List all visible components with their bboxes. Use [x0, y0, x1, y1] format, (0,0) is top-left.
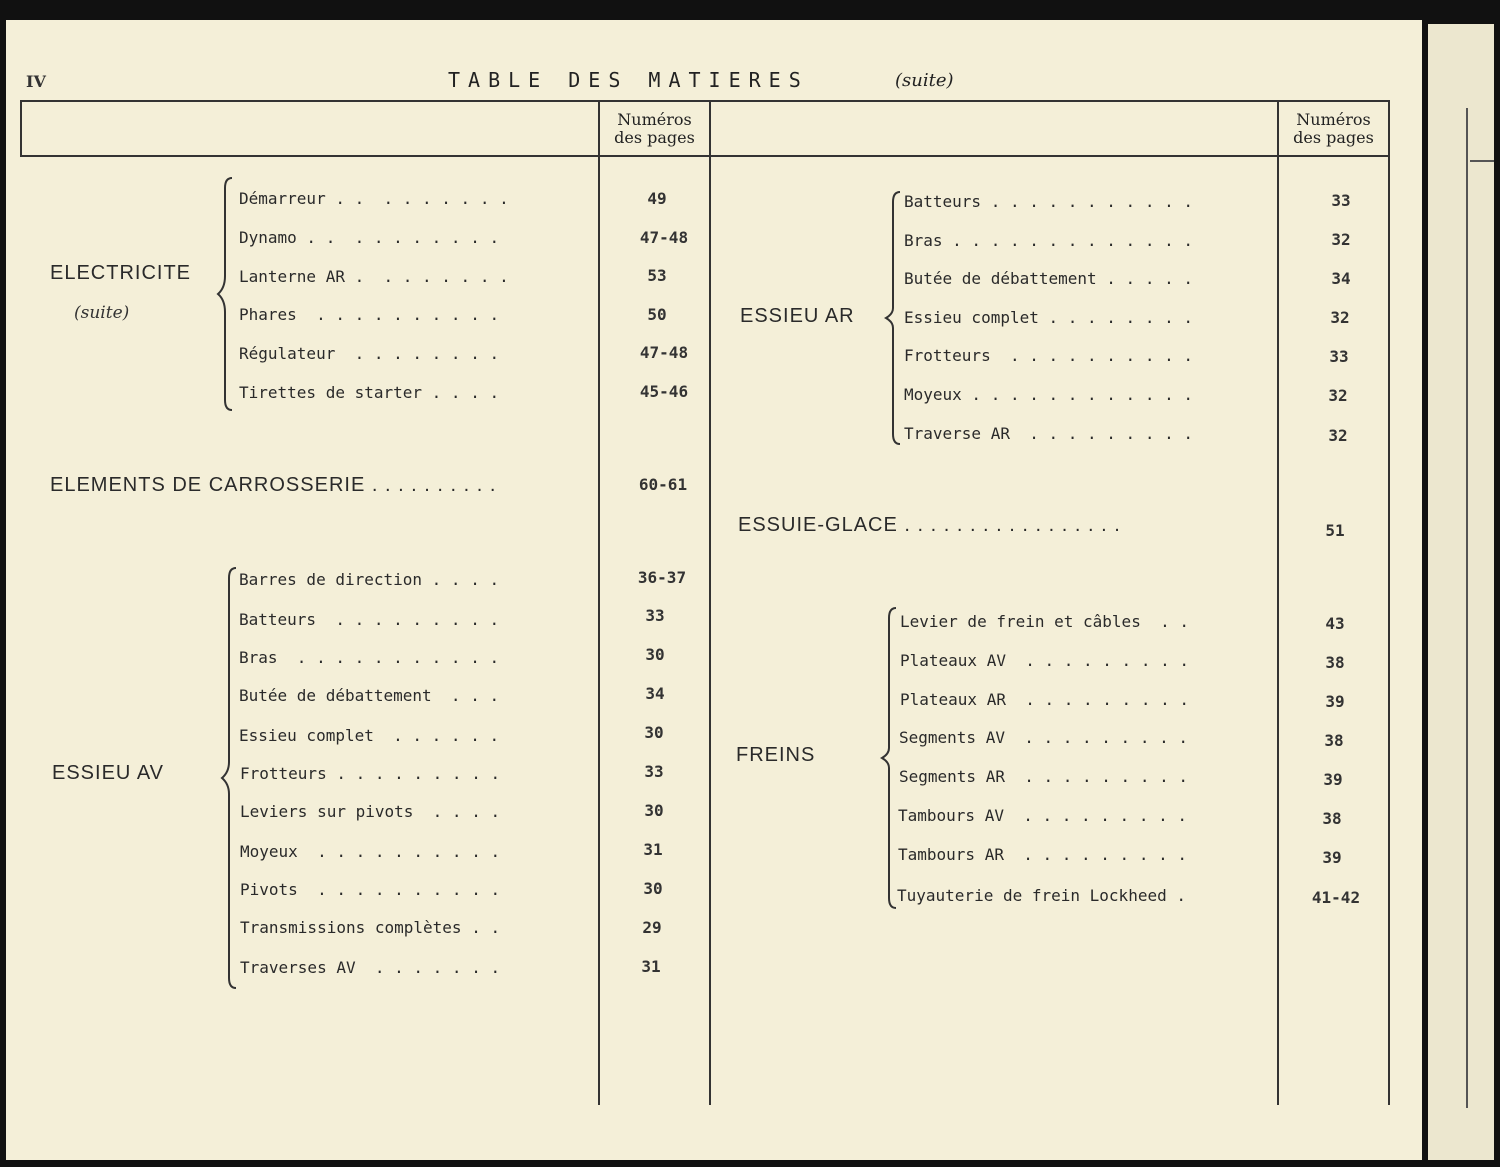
right-pages-column-header: [1279, 111, 1388, 147]
category-electricite-sublabel: (suite): [74, 303, 130, 323]
page-ref: 38: [1325, 653, 1345, 672]
list-item: Phares . . . . . . . . . .: [239, 305, 500, 324]
list-item: Traverses AV . . . . . . .: [240, 958, 501, 977]
page-ref: 60-61: [638, 475, 688, 494]
page-ref: 36-37: [637, 568, 687, 587]
page-ref: 30: [644, 801, 664, 820]
page-ref: 32: [1328, 426, 1348, 445]
list-item: Levier de frein et câbles . .: [900, 612, 1189, 631]
page-ref: 47-48: [639, 228, 689, 247]
page-ref: 38: [1324, 731, 1344, 750]
table-left-border: [20, 100, 22, 157]
list-item: Traverse AR . . . . . . . . .: [904, 424, 1193, 443]
column-header-line2: des pages: [614, 128, 695, 147]
list-item: Tambours AR . . . . . . . . .: [898, 845, 1187, 864]
category-essieu-ar: ESSIEU AR: [740, 305, 855, 327]
column-header-line1: Numéros: [1296, 110, 1371, 129]
essieu-ar-brace: [884, 190, 904, 446]
column-header-line2: des pages: [1293, 128, 1374, 147]
list-item: Transmissions complètes . .: [240, 918, 501, 937]
category-essuie-glace: ESSUIE-GLACE . . . . . . . . . . . . . . . . .: [738, 514, 1121, 536]
list-item: Bras . . . . . . . . . . .: [239, 648, 500, 667]
freins-brace: [880, 606, 900, 910]
page-ref: 33: [1331, 191, 1351, 210]
list-item: Frotteurs . . . . . . . . . .: [904, 346, 1193, 365]
page-ref: 49: [647, 189, 667, 208]
category-essieu-av: ESSIEU AV: [52, 762, 165, 784]
page-ref: 41-42: [1311, 888, 1361, 907]
list-item: Moyeux . . . . . . . . . . . .: [904, 385, 1193, 404]
category-elements-de-carrosserie: ELEMENTS DE CARROSSERIE . . . . . . . . . .: [50, 474, 497, 496]
page-ref: 45-46: [639, 382, 689, 401]
page-ref: 33: [1329, 347, 1349, 366]
left-pages-divider-left: [598, 100, 600, 1105]
list-item: Barres de direction . . . .: [239, 570, 500, 589]
table-header-rule: [20, 155, 1390, 157]
next-page-edge: [1428, 24, 1494, 1160]
page-ref: 30: [644, 723, 664, 742]
list-item: Pivots . . . . . . . . . .: [240, 880, 501, 899]
list-item: Batteurs . . . . . . . . .: [239, 610, 500, 629]
page-ref: 34: [645, 684, 665, 703]
essieu-av-brace: [220, 566, 240, 990]
page-ref: 32: [1331, 230, 1351, 249]
page-ref: 30: [643, 879, 663, 898]
page-ref: 38: [1322, 809, 1342, 828]
list-item: Batteurs . . . . . . . . . . .: [904, 192, 1193, 211]
page-ref: 43: [1325, 614, 1345, 633]
page-ref: 39: [1322, 848, 1342, 867]
list-item: Butée de débattement . . . . .: [904, 269, 1193, 288]
list-item: Butée de débattement . . .: [239, 686, 500, 705]
list-item: Plateaux AR . . . . . . . . .: [900, 690, 1189, 709]
page-ref: 53: [647, 266, 667, 285]
list-item: Frotteurs . . . . . . . . .: [240, 764, 501, 783]
page-ref: 34: [1331, 269, 1351, 288]
list-item: Tirettes de starter . . . .: [239, 383, 500, 402]
table-top-rule: [20, 100, 1390, 102]
page-ref: 33: [645, 606, 665, 625]
page-number: IV: [26, 72, 46, 91]
page-ref: 51: [1325, 521, 1345, 540]
list-item: Démarreur . . . . . . . . .: [239, 189, 509, 208]
list-item: Tuyauterie de frein Lockheed .: [897, 886, 1186, 905]
page-ref: 29: [642, 918, 662, 937]
right-pages-divider-left: [1277, 100, 1279, 1105]
list-item: Essieu complet . . . . . . . .: [904, 308, 1193, 327]
list-item: Moyeux . . . . . . . . . .: [240, 842, 501, 861]
right-pages-divider-right: [1388, 100, 1390, 1105]
list-item: Leviers sur pivots . . . .: [240, 802, 501, 821]
category-freins: FREINS: [736, 744, 816, 766]
list-item: Segments AR . . . . . . . . .: [899, 767, 1188, 786]
left-pages-column-header: [600, 111, 709, 147]
next-page-rule: [1466, 108, 1468, 1108]
page-ref: 32: [1328, 386, 1348, 405]
list-item: Lanterne AR . . . . . . . .: [239, 267, 509, 286]
page-ref: 47-48: [639, 343, 689, 362]
page-title-suffix: (suite): [895, 70, 954, 91]
page-ref: 39: [1325, 692, 1345, 711]
list-item: Dynamo . . . . . . . . . .: [239, 228, 500, 247]
list-item: Régulateur . . . . . . . .: [239, 344, 500, 363]
page-title: TABLE DES MATIERES: [448, 68, 809, 92]
list-item: Segments AV . . . . . . . . .: [899, 728, 1188, 747]
electricite-brace: [216, 176, 236, 412]
left-pages-divider-right: [709, 100, 711, 1105]
category-electricite: ELECTRICITE: [50, 262, 192, 284]
page-ref: 33: [644, 762, 664, 781]
list-item: Essieu complet . . . . . .: [239, 726, 500, 745]
column-header-line1: Numéros: [617, 110, 692, 129]
list-item: Tambours AV . . . . . . . . .: [898, 806, 1187, 825]
list-item: Bras . . . . . . . . . . . . .: [904, 231, 1193, 250]
page-ref: 30: [645, 645, 665, 664]
list-item: Plateaux AV . . . . . . . . .: [900, 651, 1189, 670]
page-ref: 31: [643, 840, 663, 859]
page-ref: 32: [1330, 308, 1350, 327]
next-page-rule-horizontal: [1470, 160, 1494, 162]
page-ref: 50: [647, 305, 667, 324]
page-ref: 39: [1323, 770, 1343, 789]
page-ref: 31: [641, 957, 661, 976]
